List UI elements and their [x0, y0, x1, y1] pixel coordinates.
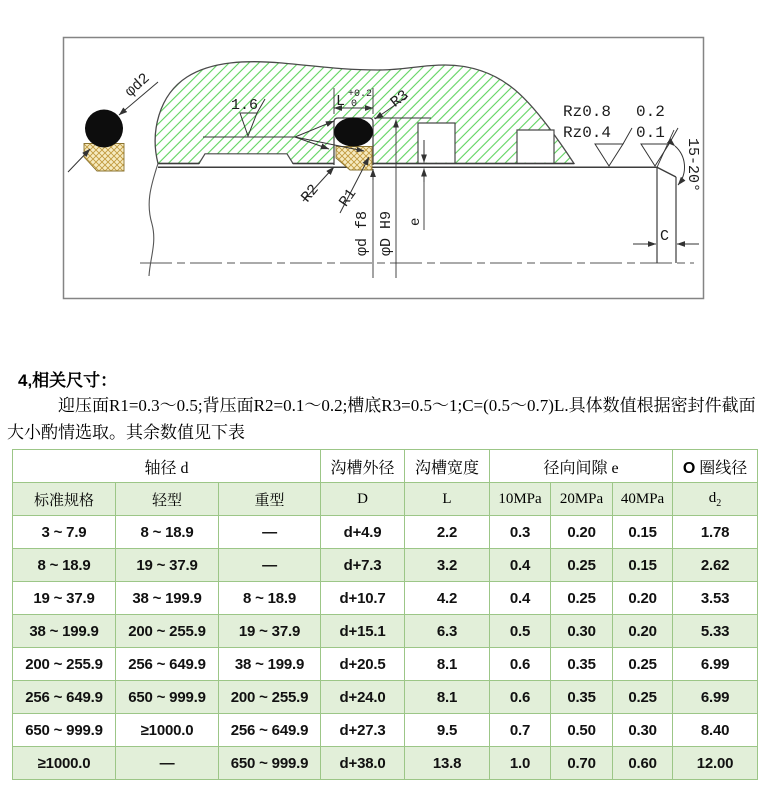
- table-cell: 2.2: [405, 516, 490, 549]
- col-header: L: [405, 483, 490, 516]
- table-cell: 0.20: [613, 582, 673, 615]
- clearance-label: e: [408, 217, 424, 226]
- table-cell: 650 ~ 999.9: [13, 714, 116, 747]
- group-header-row: [13, 450, 758, 483]
- table-cell: 8 ~ 18.9: [116, 516, 219, 549]
- table-row: [13, 747, 758, 780]
- header-oring-dia: O 圈线径: [673, 450, 758, 483]
- table-cell: 38 ~ 199.9: [116, 582, 219, 615]
- relief-recess: [199, 154, 293, 165]
- table-cell: 13.8: [405, 747, 490, 780]
- table-cell: 650 ~ 999.9: [219, 747, 321, 780]
- table-row: [13, 516, 758, 549]
- table-cell: 0.6: [490, 681, 551, 714]
- table-row: [13, 615, 758, 648]
- table-cell: 200 ~ 255.9: [13, 648, 116, 681]
- oring-dia-label: φd2: [121, 70, 154, 101]
- table-cell: 19 ~ 37.9: [116, 549, 219, 582]
- table-cell: d+15.1: [321, 615, 405, 648]
- table-cell: 19 ~ 37.9: [219, 615, 321, 648]
- dimension-table: [12, 449, 758, 780]
- rz-bottom-value: Rz0.4: [563, 124, 612, 142]
- roughness-value: 1.6: [231, 97, 259, 114]
- table-cell: 0.15: [613, 516, 673, 549]
- technical-drawing: [0, 0, 763, 320]
- radius-r3-label: R3: [387, 86, 413, 112]
- table-cell: 0.60: [613, 747, 673, 780]
- column-header-row: [13, 483, 758, 516]
- table-cell: 1.78: [673, 516, 758, 549]
- col-header: 40MPa: [613, 483, 673, 516]
- table-cell: 0.4: [490, 549, 551, 582]
- table-cell: 0.35: [551, 681, 613, 714]
- tolerance-lower: 0: [351, 99, 358, 110]
- table-cell: 256 ~ 649.9: [116, 648, 219, 681]
- header-groove-width: 沟槽宽度: [405, 450, 490, 483]
- section-paragraph: 迎压面R1=0.3～0.5;背压面R2=0.1～0.2;槽底R3=0.5～1;C=(0.5～0.7)L.具体数值根据密封件截面大小酌情选取。其余数值见下表: [7, 396, 756, 442]
- table-cell: 6.3: [405, 615, 490, 648]
- col-header: 标准规格: [13, 483, 116, 516]
- table-cell: 6.99: [673, 648, 758, 681]
- chamfer-width-label: C: [660, 228, 670, 245]
- table-row: [13, 582, 758, 615]
- table-cell: d+27.3: [321, 714, 405, 747]
- table-cell: 0.3: [490, 516, 551, 549]
- header-radial-clearance: 径向间隙 e: [490, 450, 673, 483]
- backup-ring-detail: [84, 144, 124, 172]
- table-cell: 3 ~ 7.9: [13, 516, 116, 549]
- table-cell: 38 ~ 199.9: [13, 615, 116, 648]
- roughness-triangle-icon: [595, 144, 623, 166]
- table-cell: d+38.0: [321, 747, 405, 780]
- table-cell: d+24.0: [321, 681, 405, 714]
- table-cell: —: [219, 549, 321, 582]
- table-cell: 0.5: [490, 615, 551, 648]
- table-cell: 8 ~ 18.9: [13, 549, 116, 582]
- table-cell: —: [219, 516, 321, 549]
- table-cell: 0.35: [551, 648, 613, 681]
- table-cell: 1.0: [490, 747, 551, 780]
- table-cell: d+10.7: [321, 582, 405, 615]
- col-header: 重型: [219, 483, 321, 516]
- table-cell: ≥1000.0: [116, 714, 219, 747]
- groove-b: [517, 130, 554, 163]
- table-row: [13, 681, 758, 714]
- col-header: D: [321, 483, 405, 516]
- table-cell: d+20.5: [321, 648, 405, 681]
- o-ring-detail: [85, 110, 123, 148]
- section-heading: 4,相关尺寸：: [18, 371, 118, 390]
- table-cell: 0.25: [551, 582, 613, 615]
- table-cell: 8.40: [673, 714, 758, 747]
- table-cell: 3.53: [673, 582, 758, 615]
- table-cell: 4.2: [405, 582, 490, 615]
- table-cell: 3.2: [405, 549, 490, 582]
- table-row: [13, 648, 758, 681]
- table-cell: 0.25: [613, 681, 673, 714]
- table-cell: 0.70: [551, 747, 613, 780]
- table-cell: 6.99: [673, 681, 758, 714]
- chamfer-angle-label: 15-20°: [684, 138, 701, 193]
- table-cell: 2.62: [673, 549, 758, 582]
- table-cell: 0.6: [490, 648, 551, 681]
- table-cell: 8.1: [405, 648, 490, 681]
- table-row: [13, 714, 758, 747]
- col-header: 10MPa: [490, 483, 551, 516]
- col-header: 轻型: [116, 483, 219, 516]
- col-header: 20MPa: [551, 483, 613, 516]
- table-cell: 8 ~ 18.9: [219, 582, 321, 615]
- table-cell: 19 ~ 37.9: [13, 582, 116, 615]
- table-cell: 0.25: [551, 549, 613, 582]
- col-header-d2: $d_2$: [673, 483, 758, 516]
- header-shaft-dia: 轴径 d: [13, 450, 321, 483]
- groove-dia-label: φD H9: [378, 210, 395, 256]
- table-cell: 200 ~ 255.9: [219, 681, 321, 714]
- rod-dia-label: φd f8: [354, 210, 371, 256]
- chamfer-edge: [657, 167, 676, 177]
- break-line: [149, 164, 158, 277]
- tolerance-upper: +0.2: [348, 89, 373, 100]
- table-row: [13, 549, 758, 582]
- table-cell: 12.00: [673, 747, 758, 780]
- table-cell: 8.1: [405, 681, 490, 714]
- table-cell: 0.20: [613, 615, 673, 648]
- table-cell: 0.4: [490, 582, 551, 615]
- table-cell: 0.50: [551, 714, 613, 747]
- table-cell: 9.5: [405, 714, 490, 747]
- table-cell: 0.30: [551, 615, 613, 648]
- roughness-triangle-icon: [641, 144, 669, 166]
- radius-r2-label: R2: [298, 181, 323, 207]
- table-cell: 0.15: [613, 549, 673, 582]
- groove-width-label: L: [336, 93, 346, 110]
- table-cell: 0.25: [613, 648, 673, 681]
- table-cell: d+7.3: [321, 549, 405, 582]
- table-cell: 200 ~ 255.9: [116, 615, 219, 648]
- rz-top-tol: 0.2: [636, 103, 665, 121]
- radius-r1-label: R1: [336, 185, 361, 211]
- table-body: [13, 516, 758, 780]
- backup-ring: [336, 147, 372, 171]
- table-cell: d+4.9: [321, 516, 405, 549]
- table-cell: 256 ~ 649.9: [219, 714, 321, 747]
- o-ring: [334, 118, 373, 147]
- header-groove-od: 沟槽外径: [321, 450, 405, 483]
- table-cell: 0.7: [490, 714, 551, 747]
- table-cell: 0.30: [613, 714, 673, 747]
- table-cell: —: [116, 747, 219, 780]
- table-cell: 650 ~ 999.9: [116, 681, 219, 714]
- table-cell: 256 ~ 649.9: [13, 681, 116, 714]
- rz-top-value: Rz0.8: [563, 103, 612, 121]
- table-cell: 0.20: [551, 516, 613, 549]
- table-cell: 5.33: [673, 615, 758, 648]
- table-cell: 38 ~ 199.9: [219, 648, 321, 681]
- rz-bottom-tol: 0.1: [636, 124, 665, 142]
- table-cell: ≥1000.0: [13, 747, 116, 780]
